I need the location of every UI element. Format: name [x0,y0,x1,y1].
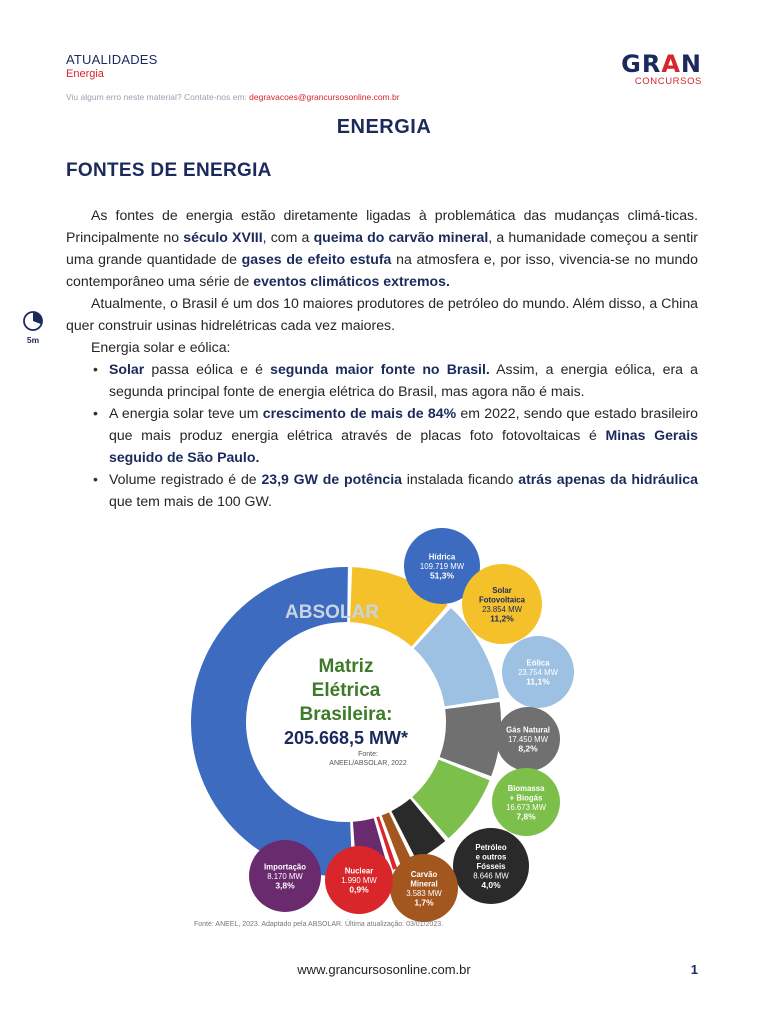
bullet-item [93,468,698,512]
highlight-text: gases de efeito estufa [241,251,392,267]
bubble-label-percent: 51,3% [429,570,455,581]
highlight-text: queima do carvão mineral [313,229,489,245]
bubble-label-name: Gás Natural [506,725,550,735]
highlight-text: 23,9 GW de potência [261,471,402,487]
highlight-text: eventos climáticos extremos. [253,273,450,289]
bubble-label-mw: 3.583 MW [406,888,442,898]
gran-logo [621,52,702,87]
bubble-label-name: e outros [475,852,507,862]
text-run: As fontes de energia estão diretamente ligadas à problemática das mudanças climá-ticas. Principalmente no [66,207,698,245]
reading-timer [22,310,44,345]
bubble-label-name: Biomassa [507,783,545,793]
bubble-label-name: Hídrica [428,552,456,562]
text-run: , com a [262,229,314,245]
contact-email-link[interactable]: degravacoes@grancursosonline.com.br [249,92,400,102]
timer-label: 5m [26,335,40,345]
chart-source: Fonte: [358,751,378,758]
text-run: na atmosfera e, por isso, vivencia-se no mundo contemporâneo uma série de [66,251,698,289]
paragraph-2: Atualmente, o Brasil é um dos 10 maiores produtores de petróleo do mundo. Além disso, a China quer construir usinas hidrelétricas cada vez maiores. [66,295,698,333]
bubble-label-mw: 23.854 MW [482,604,522,614]
energy-matrix-chart [184,522,580,932]
chart-title-line: Matriz [318,656,374,677]
bubble-label-percent: 1,7% [414,897,434,908]
bubble-label-percent: 11,2% [490,613,514,624]
article-body [66,204,698,512]
logo-text-1: GR [621,50,662,78]
text-run: A energia solar teve um [109,405,263,421]
contact-prefix: Viu algum erro neste material? Contate-nos em: [66,92,247,102]
bubble-label-mw: 8.646 MW [473,871,509,881]
chart-footnote: Fonte: ANEEL, 2023. Adaptado pela ABSOLAR. Última atualização: 03/01/2023. [194,921,444,928]
bubble-label-mw: 16.673 MW [506,802,546,812]
bubble-label-name: Fotovoltaica [479,595,525,605]
text-run: em 2022, sendo que estado brasileiro que mais produz energia elétrica através de placas foto fotovoltaicas é [109,405,698,443]
paragraph-3: Energia solar e eólica: [91,339,231,355]
highlight-text: crescimento de mais de 84% [262,405,457,421]
bubble-label-name: Solar [492,585,512,595]
text-run: passa eólica e é [144,361,271,377]
text-run: Volume registrado é de [109,471,262,487]
bubble-label-name: Eólica [526,658,550,668]
bubble-label-name: Mineral [410,879,438,889]
highlight-text: atrás apenas da hidráulica [518,471,698,487]
bubble-label-percent: 0,9% [349,884,369,895]
bubble-label-percent: 7,8% [516,811,536,822]
bubble-label-name: + Biogás [509,793,543,803]
bubble-label-name: Importação [263,862,307,872]
chart-total: 205.668,5 MW* [283,728,409,748]
document-title: ENERGIA [336,116,432,138]
highlight-text: Minas Gerais seguido de São Paulo. [109,427,698,465]
bubble-label-mw: 8.170 MW [267,872,303,881]
bubble-label-percent: 3,8% [275,880,295,891]
bullet-item [93,402,698,468]
chart-title-line: Brasileira: [299,704,393,725]
bubble-label-name: Carvão [410,869,438,879]
highlight-text: segunda maior fonte no Brasil. [270,361,490,377]
bubble-label-percent: 8,2% [518,743,538,754]
bullet-list [93,358,698,512]
text-run: , a humanidade começou a sentir uma grande quantidade de [66,229,698,267]
bubble-label-name: Petróleo [475,843,507,852]
chart-svg [184,522,580,932]
footer-url[interactable]: www.grancursosonline.com.br [297,962,471,977]
timer-icon [22,310,44,332]
bubble-label-mw: 109.719 MW [419,562,465,571]
bubble-label-name: Nuclear [344,866,374,876]
watermark-text: ABSOLAR [285,602,379,623]
bubble-label-name: Fósseis [476,862,506,871]
bubble-label-percent: 4,0% [481,880,501,890]
logo-subtitle: CONCURSOS [634,76,702,87]
paragraph-1 [66,204,698,292]
section-heading: FONTES DE ENERGIA [66,160,272,181]
page-number: 1 [690,962,698,977]
topic-label: Energia [66,68,104,80]
chart-source: ANEEL/ABSOLAR, 2022 [329,760,407,767]
bullet-item [93,358,698,402]
bubble-label-mw: 17.450 MW [508,735,548,744]
section-label: ATUALIDADES [66,52,158,67]
highlight-text: século XVIII [183,229,263,245]
logo-text-3: N [680,50,702,78]
bubble-label-mw: 1.990 MW [341,876,377,885]
text-run: instalada ficando [401,471,519,487]
bubble-label-percent: 11,1% [526,676,550,687]
logo-text-2: A [661,50,681,78]
text-run: que tem mais de 100 GW. [109,493,272,509]
highlight-text: Solar [109,361,145,377]
text-run: Assim, a energia eólica, era a segunda principal fonte de energia elétrica do Brasil, mas agora não é mais. [109,361,698,399]
chart-title-line: Elétrica [311,680,381,701]
contact-line [66,92,400,102]
bubble-label-mw: 23.754 MW [518,668,558,677]
